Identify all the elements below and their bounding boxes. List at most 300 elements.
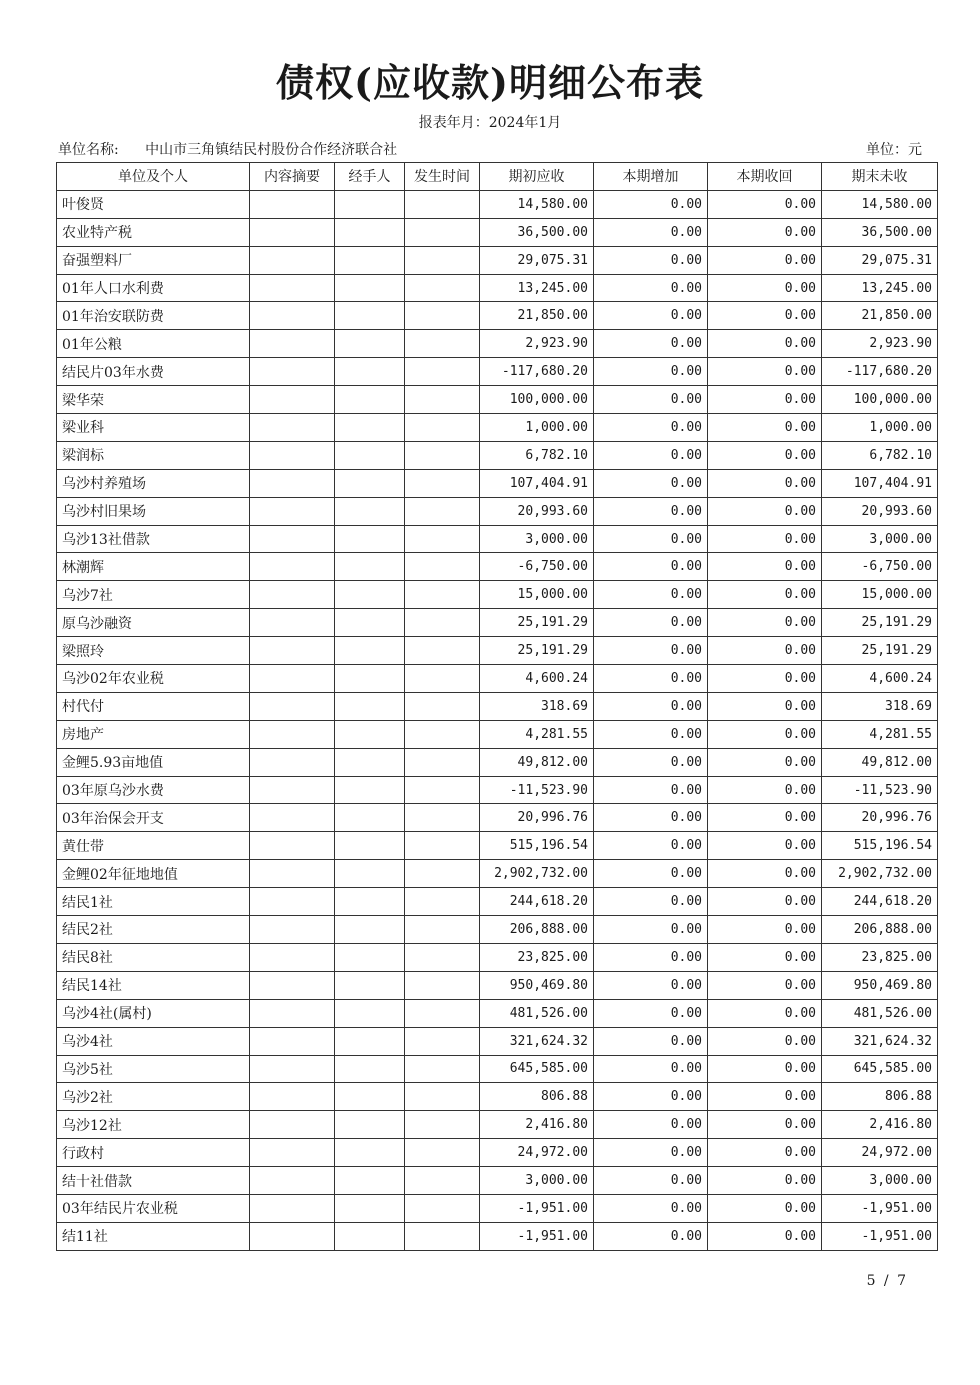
cell-opening: -1,951.00 (480, 1222, 594, 1250)
cell-date (405, 832, 480, 860)
cell-date (405, 1139, 480, 1167)
cell-handler (335, 888, 405, 916)
cell-date (405, 1055, 480, 1083)
cell-increase: 0.00 (594, 692, 708, 720)
cell-opening: 20,993.60 (480, 497, 594, 525)
cell-closing: -117,680.20 (822, 358, 938, 386)
cell-recovered: 0.00 (708, 218, 822, 246)
table-row (57, 469, 938, 497)
cell-recovered: 0.00 (708, 1027, 822, 1055)
cell-date (405, 692, 480, 720)
header-closing: 期末未收 (822, 163, 938, 191)
cell-summary (250, 860, 335, 888)
cell-handler (335, 553, 405, 581)
cell-opening: 481,526.00 (480, 999, 594, 1027)
cell-recovered: 0.00 (708, 692, 822, 720)
cell-entity: 林潮辉 (57, 553, 250, 581)
cell-date (405, 943, 480, 971)
cell-closing: 244,618.20 (822, 888, 938, 916)
cell-handler (335, 497, 405, 525)
table-row (57, 832, 938, 860)
cell-recovered: 0.00 (708, 832, 822, 860)
cell-handler (335, 1055, 405, 1083)
cell-increase: 0.00 (594, 1027, 708, 1055)
cell-handler (335, 1111, 405, 1139)
table-row (57, 1027, 938, 1055)
cell-handler (335, 665, 405, 693)
cell-closing: 20,996.76 (822, 804, 938, 832)
cell-summary (250, 525, 335, 553)
cell-increase: 0.00 (594, 1167, 708, 1195)
cell-summary (250, 469, 335, 497)
cell-entity: 梁业科 (57, 414, 250, 442)
cell-increase: 0.00 (594, 637, 708, 665)
cell-opening: 25,191.29 (480, 637, 594, 665)
cell-entity: 梁润标 (57, 441, 250, 469)
cell-handler (335, 832, 405, 860)
cell-recovered: 0.00 (708, 609, 822, 637)
table-row (57, 1222, 938, 1250)
cell-entity: 梁照玲 (57, 637, 250, 665)
cell-summary (250, 414, 335, 442)
cell-recovered: 0.00 (708, 637, 822, 665)
cell-recovered: 0.00 (708, 386, 822, 414)
cell-increase: 0.00 (594, 804, 708, 832)
cell-date (405, 581, 480, 609)
cell-increase: 0.00 (594, 525, 708, 553)
cell-date (405, 776, 480, 804)
cell-opening: 23,825.00 (480, 943, 594, 971)
cell-opening: 14,580.00 (480, 190, 594, 218)
cell-date (405, 860, 480, 888)
cell-closing: 2,923.90 (822, 330, 938, 358)
cell-entity: 乌沙2社 (57, 1083, 250, 1111)
cell-entity: 奋强塑料厂 (57, 246, 250, 274)
cell-opening: 15,000.00 (480, 581, 594, 609)
cell-handler (335, 637, 405, 665)
cell-recovered: 0.00 (708, 441, 822, 469)
unit-name-line (58, 139, 397, 159)
cell-summary (250, 916, 335, 944)
cell-entity: 03年原乌沙水费 (57, 776, 250, 804)
cell-summary (250, 776, 335, 804)
cell-handler (335, 581, 405, 609)
cell-entity: 叶俊贤 (57, 190, 250, 218)
cell-summary (250, 888, 335, 916)
cell-closing: 3,000.00 (822, 1167, 938, 1195)
cell-recovered: 0.00 (708, 999, 822, 1027)
cell-closing: 13,245.00 (822, 274, 938, 302)
cell-handler (335, 525, 405, 553)
cell-date (405, 804, 480, 832)
table-header-row (57, 163, 938, 191)
cell-summary (250, 497, 335, 525)
cell-closing: 645,585.00 (822, 1055, 938, 1083)
cell-date (405, 218, 480, 246)
cell-date (405, 971, 480, 999)
cell-recovered: 0.00 (708, 888, 822, 916)
page-title: 债权(应收款)明细公布表 (276, 60, 704, 105)
cell-summary (250, 1167, 335, 1195)
cell-date (405, 553, 480, 581)
cell-recovered: 0.00 (708, 943, 822, 971)
cell-opening: 20,996.76 (480, 804, 594, 832)
cell-closing: 29,075.31 (822, 246, 938, 274)
cell-closing: 515,196.54 (822, 832, 938, 860)
cell-entity: 乌沙02年农业税 (57, 665, 250, 693)
cell-entity: 01年公粮 (57, 330, 250, 358)
cell-handler (335, 692, 405, 720)
cell-date (405, 302, 480, 330)
cell-increase: 0.00 (594, 1139, 708, 1167)
cell-increase: 0.00 (594, 190, 708, 218)
cell-date (405, 1167, 480, 1195)
cell-opening: 13,245.00 (480, 274, 594, 302)
cell-entity: 乌沙12社 (57, 1111, 250, 1139)
table-row (57, 804, 938, 832)
cell-recovered: 0.00 (708, 553, 822, 581)
cell-opening: 107,404.91 (480, 469, 594, 497)
cell-entity: 农业特产税 (57, 218, 250, 246)
cell-entity: 结民2社 (57, 916, 250, 944)
cell-closing: 23,825.00 (822, 943, 938, 971)
cell-increase: 0.00 (594, 1055, 708, 1083)
cell-entity: 乌沙5社 (57, 1055, 250, 1083)
cell-date (405, 190, 480, 218)
currency-unit: 单位：元 (866, 142, 922, 158)
cell-summary (250, 804, 335, 832)
table-row (57, 553, 938, 581)
cell-increase: 0.00 (594, 1194, 708, 1222)
table-row (57, 1194, 938, 1222)
cell-increase: 0.00 (594, 999, 708, 1027)
cell-entity: 原乌沙融资 (57, 609, 250, 637)
cell-increase: 0.00 (594, 776, 708, 804)
cell-entity: 乌沙村养殖场 (57, 469, 250, 497)
cell-closing: 806.88 (822, 1083, 938, 1111)
cell-opening: 36,500.00 (480, 218, 594, 246)
receivables-table (56, 162, 938, 1251)
cell-increase: 0.00 (594, 860, 708, 888)
table-row (57, 330, 938, 358)
cell-opening: 645,585.00 (480, 1055, 594, 1083)
header-opening: 期初应收 (480, 163, 594, 191)
cell-recovered: 0.00 (708, 748, 822, 776)
cell-date (405, 414, 480, 442)
cell-opening: 24,972.00 (480, 1139, 594, 1167)
cell-opening: 318.69 (480, 692, 594, 720)
cell-handler (335, 386, 405, 414)
table-row (57, 441, 938, 469)
table-row (57, 525, 938, 553)
cell-handler (335, 1139, 405, 1167)
cell-handler (335, 358, 405, 386)
cell-entity: 金鲤02年征地地值 (57, 860, 250, 888)
cell-entity: 03年治保会开支 (57, 804, 250, 832)
cell-summary (250, 665, 335, 693)
cell-summary (250, 637, 335, 665)
cell-opening: -1,951.00 (480, 1194, 594, 1222)
cell-closing: 4,600.24 (822, 665, 938, 693)
cell-summary (250, 832, 335, 860)
cell-closing: 950,469.80 (822, 971, 938, 999)
cell-entity: 结11社 (57, 1222, 250, 1250)
cell-summary (250, 720, 335, 748)
table-row (57, 274, 938, 302)
table-row (57, 943, 938, 971)
cell-increase: 0.00 (594, 609, 708, 637)
cell-handler (335, 916, 405, 944)
cell-entity: 乌沙7社 (57, 581, 250, 609)
cell-handler (335, 274, 405, 302)
cell-handler (335, 860, 405, 888)
table-row (57, 497, 938, 525)
cell-recovered: 0.00 (708, 1111, 822, 1139)
cell-increase: 0.00 (594, 246, 708, 274)
cell-increase: 0.00 (594, 943, 708, 971)
cell-recovered: 0.00 (708, 860, 822, 888)
cell-opening: 206,888.00 (480, 916, 594, 944)
cell-recovered: 0.00 (708, 358, 822, 386)
header-handler: 经手人 (335, 163, 405, 191)
cell-closing: 3,000.00 (822, 525, 938, 553)
cell-handler (335, 441, 405, 469)
cell-recovered: 0.00 (708, 497, 822, 525)
cell-closing: 481,526.00 (822, 999, 938, 1027)
cell-handler (335, 720, 405, 748)
cell-date (405, 999, 480, 1027)
cell-date (405, 330, 480, 358)
cell-increase: 0.00 (594, 274, 708, 302)
cell-recovered: 0.00 (708, 1139, 822, 1167)
cell-closing: 25,191.29 (822, 637, 938, 665)
cell-entity: 村代付 (57, 692, 250, 720)
cell-closing: 100,000.00 (822, 386, 938, 414)
cell-closing: 49,812.00 (822, 748, 938, 776)
cell-summary (250, 274, 335, 302)
cell-recovered: 0.00 (708, 1167, 822, 1195)
table-row (57, 1083, 938, 1111)
cell-increase: 0.00 (594, 748, 708, 776)
cell-increase: 0.00 (594, 469, 708, 497)
cell-entity: 结民8社 (57, 943, 250, 971)
cell-entity: 结民1社 (57, 888, 250, 916)
cell-summary (250, 609, 335, 637)
cell-handler (335, 776, 405, 804)
cell-increase: 0.00 (594, 414, 708, 442)
cell-increase: 0.00 (594, 358, 708, 386)
cell-closing: 2,416.80 (822, 1111, 938, 1139)
header-summary: 内容摘要 (250, 163, 335, 191)
cell-date (405, 386, 480, 414)
cell-entity: 房地产 (57, 720, 250, 748)
cell-handler (335, 609, 405, 637)
cell-closing: 1,000.00 (822, 414, 938, 442)
cell-date (405, 1083, 480, 1111)
cell-recovered: 0.00 (708, 274, 822, 302)
cell-recovered: 0.00 (708, 665, 822, 693)
cell-entity: 乌沙13社借款 (57, 525, 250, 553)
unit-name-label: 单位名称: (58, 142, 119, 158)
table-row (57, 386, 938, 414)
cell-handler (335, 971, 405, 999)
cell-increase: 0.00 (594, 497, 708, 525)
cell-opening: -6,750.00 (480, 553, 594, 581)
cell-summary (250, 1083, 335, 1111)
cell-summary (250, 1055, 335, 1083)
cell-increase: 0.00 (594, 1222, 708, 1250)
cell-recovered: 0.00 (708, 469, 822, 497)
table-row (57, 609, 938, 637)
table-row (57, 637, 938, 665)
cell-handler (335, 218, 405, 246)
cell-increase: 0.00 (594, 665, 708, 693)
cell-handler (335, 246, 405, 274)
cell-opening: 25,191.29 (480, 609, 594, 637)
cell-increase: 0.00 (594, 832, 708, 860)
cell-opening: 3,000.00 (480, 525, 594, 553)
cell-increase: 0.00 (594, 720, 708, 748)
cell-entity: 梁华荣 (57, 386, 250, 414)
cell-entity: 行政村 (57, 1139, 250, 1167)
cell-closing: 14,580.00 (822, 190, 938, 218)
cell-date (405, 637, 480, 665)
table-row (57, 218, 938, 246)
cell-increase: 0.00 (594, 302, 708, 330)
cell-closing: 107,404.91 (822, 469, 938, 497)
cell-closing: -11,523.90 (822, 776, 938, 804)
cell-summary (250, 748, 335, 776)
cell-opening: 1,000.00 (480, 414, 594, 442)
cell-increase: 0.00 (594, 553, 708, 581)
table-row (57, 246, 938, 274)
cell-recovered: 0.00 (708, 581, 822, 609)
cell-recovered: 0.00 (708, 804, 822, 832)
cell-date (405, 609, 480, 637)
cell-date (405, 1222, 480, 1250)
cell-date (405, 1027, 480, 1055)
cell-handler (335, 190, 405, 218)
cell-entity: 黄仕带 (57, 832, 250, 860)
cell-increase: 0.00 (594, 916, 708, 944)
cell-opening: 2,416.80 (480, 1111, 594, 1139)
table-row (57, 1111, 938, 1139)
header-increase: 本期增加 (594, 163, 708, 191)
cell-recovered: 0.00 (708, 525, 822, 553)
cell-summary (250, 330, 335, 358)
cell-entity: 结十社借款 (57, 1167, 250, 1195)
cell-increase: 0.00 (594, 330, 708, 358)
cell-date (405, 497, 480, 525)
cell-date (405, 441, 480, 469)
cell-opening: 4,600.24 (480, 665, 594, 693)
cell-entity: 金鲤5.93亩地值 (57, 748, 250, 776)
cell-opening: 2,902,732.00 (480, 860, 594, 888)
cell-handler (335, 469, 405, 497)
cell-closing: 4,281.55 (822, 720, 938, 748)
table-row (57, 190, 938, 218)
cell-opening: 244,618.20 (480, 888, 594, 916)
cell-summary (250, 441, 335, 469)
cell-entity: 01年人口水利费 (57, 274, 250, 302)
table-row (57, 358, 938, 386)
cell-handler (335, 1194, 405, 1222)
cell-recovered: 0.00 (708, 971, 822, 999)
cell-closing: 20,993.60 (822, 497, 938, 525)
cell-handler (335, 302, 405, 330)
cell-handler (335, 804, 405, 832)
unit-name-value: 中山市三角镇结民村股份合作经济联合社 (145, 142, 398, 158)
cell-handler (335, 414, 405, 442)
cell-summary (250, 1222, 335, 1250)
cell-date (405, 1111, 480, 1139)
cell-opening: 6,782.10 (480, 441, 594, 469)
cell-opening: 3,000.00 (480, 1167, 594, 1195)
table-row (57, 748, 938, 776)
cell-recovered: 0.00 (708, 190, 822, 218)
table-row (57, 581, 938, 609)
cell-opening: 100,000.00 (480, 386, 594, 414)
cell-handler (335, 1083, 405, 1111)
cell-opening: -117,680.20 (480, 358, 594, 386)
table-row (57, 1055, 938, 1083)
cell-opening: 21,850.00 (480, 302, 594, 330)
cell-date (405, 916, 480, 944)
cell-increase: 0.00 (594, 441, 708, 469)
cell-closing: 25,191.29 (822, 609, 938, 637)
cell-summary (250, 218, 335, 246)
table-row (57, 665, 938, 693)
table-row (57, 1139, 938, 1167)
header-date: 发生时间 (405, 163, 480, 191)
cell-opening: 49,812.00 (480, 748, 594, 776)
cell-closing: 36,500.00 (822, 218, 938, 246)
cell-date (405, 720, 480, 748)
cell-closing: 318.69 (822, 692, 938, 720)
cell-opening: -11,523.90 (480, 776, 594, 804)
cell-entity: 乌沙4社(属村) (57, 999, 250, 1027)
cell-opening: 2,923.90 (480, 330, 594, 358)
cell-entity: 乌沙村旧果场 (57, 497, 250, 525)
table-row (57, 692, 938, 720)
cell-increase: 0.00 (594, 386, 708, 414)
cell-date (405, 665, 480, 693)
cell-handler (335, 1222, 405, 1250)
cell-increase: 0.00 (594, 971, 708, 999)
cell-closing: 206,888.00 (822, 916, 938, 944)
cell-date (405, 1194, 480, 1222)
table-row (57, 414, 938, 442)
table-row (57, 1167, 938, 1195)
cell-recovered: 0.00 (708, 330, 822, 358)
cell-date (405, 525, 480, 553)
cell-summary (250, 246, 335, 274)
cell-recovered: 0.00 (708, 1194, 822, 1222)
table-row (57, 720, 938, 748)
cell-entity: 03年结民片农业税 (57, 1194, 250, 1222)
cell-increase: 0.00 (594, 218, 708, 246)
cell-recovered: 0.00 (708, 916, 822, 944)
table-row (57, 999, 938, 1027)
cell-entity: 01年治安联防费 (57, 302, 250, 330)
table-row (57, 916, 938, 944)
cell-recovered: 0.00 (708, 1055, 822, 1083)
cell-opening: 515,196.54 (480, 832, 594, 860)
cell-opening: 806.88 (480, 1083, 594, 1111)
cell-entity: 乌沙4社 (57, 1027, 250, 1055)
cell-summary (250, 302, 335, 330)
table-row (57, 776, 938, 804)
